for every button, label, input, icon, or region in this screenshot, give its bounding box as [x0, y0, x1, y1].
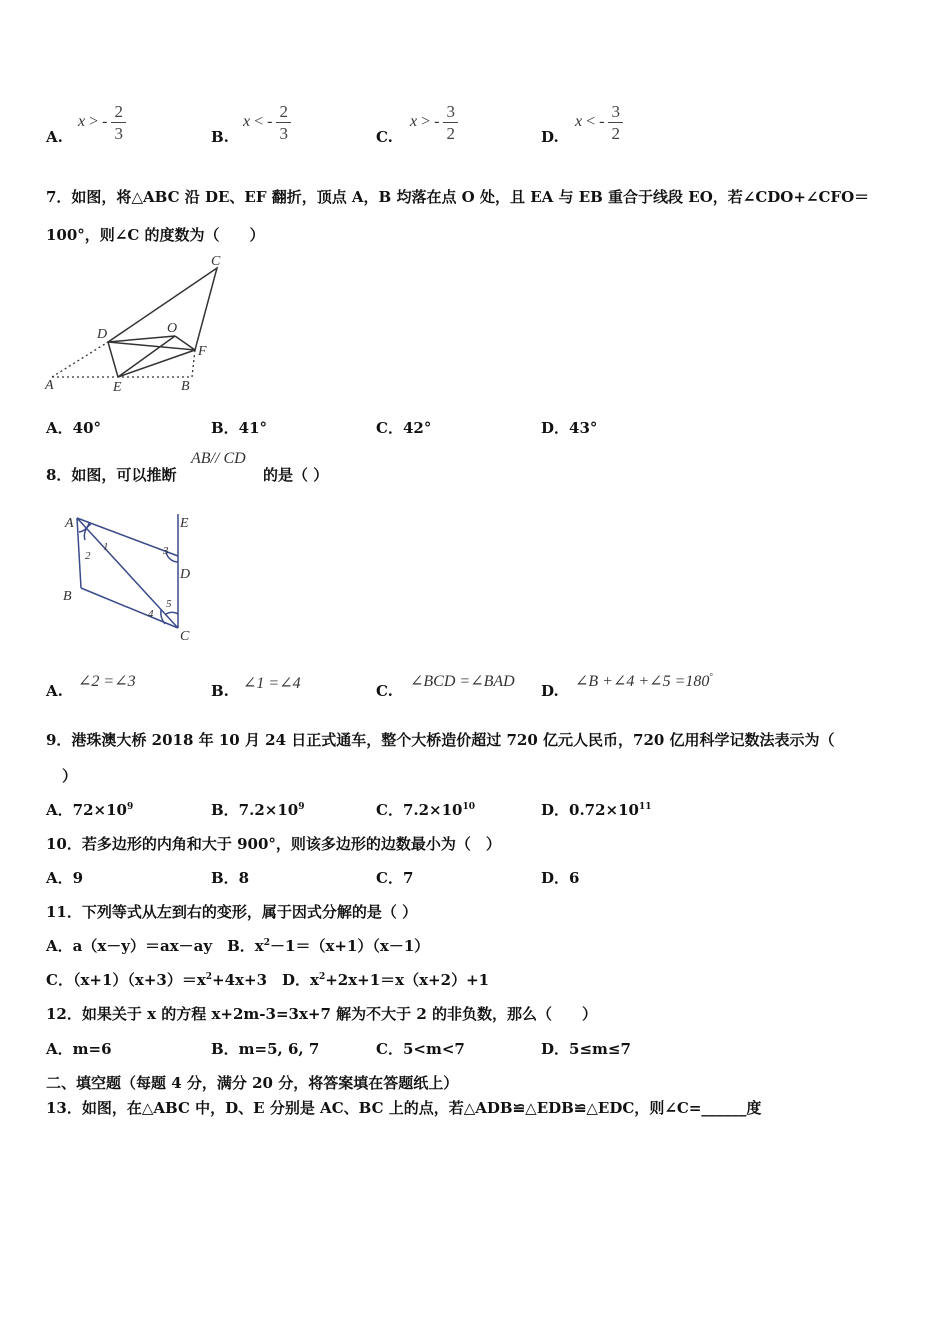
q8-option-b-math: ∠1 =∠4 — [243, 675, 301, 692]
q8-stem-suffix: 的是（ ） — [263, 466, 329, 484]
q9-option-a: A．$72\times 10^9$ — [46, 801, 134, 819]
q8-angle-4: 4 — [148, 608, 154, 620]
q10-option-b: B．8 — [211, 869, 250, 887]
q9-option-d: D．$0.72\times 10^{11}$ — [541, 801, 652, 819]
q8-label-d: D — [180, 567, 191, 582]
section-2-heading: 二、填空题（每题 4 分，满分 20 分，将答案填在答题纸上） — [46, 1074, 459, 1092]
q7-option-a: A．40° — [46, 419, 102, 437]
q6-option-c-label: C. — [376, 128, 393, 146]
q7-option-d: D．43° — [541, 419, 598, 437]
q12-option-b: B．m=5, 6, 7 — [211, 1040, 320, 1058]
q7-figure — [40, 250, 240, 395]
q12-option-c: C．5<m<7 — [376, 1040, 465, 1058]
q8-label-a: A — [65, 516, 74, 531]
q7-label-f: F — [198, 344, 207, 359]
q6-option-b-math: x < - $\frac{2}{3}$ — [243, 101, 291, 144]
q6-option-b-label: B. — [211, 128, 229, 146]
q9-stem-line2: ） — [62, 767, 78, 785]
q6-option-d-label: D. — [541, 128, 559, 146]
q8-option-b-label: B. — [211, 682, 229, 700]
q8-label-b: B — [63, 589, 72, 604]
q8-option-d-math: ∠B +∠4 +∠5 =180° — [575, 671, 713, 690]
q13-stem: 13．如图，在△ABC 中，D、E 分别是 AC、BC 上的点，若△ADB≌△EDB≌△EDC，则∠C=______度 — [46, 1099, 762, 1117]
q11-options-row1: A．a（x－y）＝ax－ay B．$x^2-1=(x+1)(x-1)$ — [46, 937, 430, 955]
q8-stem-prefix: 8．如图，可以推断 — [46, 466, 177, 484]
q9-option-c: C．$7.2\times 10^{10}$ — [376, 801, 476, 819]
q8-angle-3: 3 — [163, 545, 169, 557]
q9-option-b: B．$7.2\times 10^9$ — [211, 801, 305, 819]
q7-stem-line1: 7．如图，将△ABC 沿 DE、EF 翻折，顶点 A，B 均落在点 O 处，且 EA 与 EB 重合于线段 EO，若∠CDO+∠CFO＝ — [46, 188, 870, 206]
q12-stem: 12．如果关于 x 的方程 x+2m-3=3x+7 解为不大于 2 的非负数，那么（ ） — [46, 1005, 598, 1023]
q8-angle-2: 2 — [85, 550, 91, 562]
q6-option-a-label: A. — [46, 128, 63, 146]
q8-figure — [55, 510, 205, 645]
q7-label-d: D — [97, 327, 108, 342]
q10-option-c: C．7 — [376, 869, 414, 887]
q12-option-d: D．5≤m≤7 — [541, 1040, 631, 1058]
q10-option-d: D．6 — [541, 869, 580, 887]
q7-option-b: B．41° — [211, 419, 268, 437]
q6-option-c-math: x > - $\frac{3}{2}$ — [410, 101, 458, 144]
q9-stem-line1: 9．港珠澳大桥 2018 年 10 月 24 日正式通车，整个大桥造价超过 720 亿元人民币，720 亿用科学记数法表示为（ — [46, 731, 835, 749]
q8-angle-1: 1 — [103, 541, 109, 553]
q7-label-b: B — [181, 379, 190, 394]
q10-stem: 10．若多边形的内角和大于 900°，则该多边形的边数最小为（ ） — [46, 835, 501, 853]
q8-option-c-label: C. — [376, 682, 393, 700]
q6-option-a-math: x > - $\frac{2}{3}$ — [78, 101, 126, 144]
q6-option-d-math: x < - $\frac{3}{2}$ — [575, 101, 623, 144]
q8-stem-math: AB// CD — [191, 450, 246, 467]
q7-option-c: C．42° — [376, 419, 432, 437]
q8-label-e: E — [180, 516, 189, 531]
q8-option-a-label: A. — [46, 682, 63, 700]
q8-angle-5: 5 — [166, 598, 172, 610]
q7-label-a: A — [45, 378, 54, 393]
q8-option-d-label: D. — [541, 682, 559, 700]
q8-label-c: C — [180, 629, 190, 644]
q7-stem-line2: 100°，则∠C 的度数为（ ） — [46, 226, 265, 244]
q7-label-e: E — [113, 380, 122, 395]
q11-stem: 11．下列等式从左到右的变形，属于因式分解的是（ ） — [46, 903, 418, 921]
q7-label-c: C — [211, 254, 221, 269]
q8-option-a-math: ∠2 =∠3 — [78, 673, 136, 690]
q12-option-a: A．m=6 — [46, 1040, 112, 1058]
q8-option-c-math: ∠BCD =∠BAD — [410, 673, 515, 690]
q11-options-row2: C．$(x+1)(x+3)=x^2+4x+3$ D．$x^2+2x+1=x(x+2)+1$ — [46, 971, 490, 989]
q7-label-o: O — [167, 321, 178, 336]
q10-option-a: A．9 — [46, 869, 84, 887]
